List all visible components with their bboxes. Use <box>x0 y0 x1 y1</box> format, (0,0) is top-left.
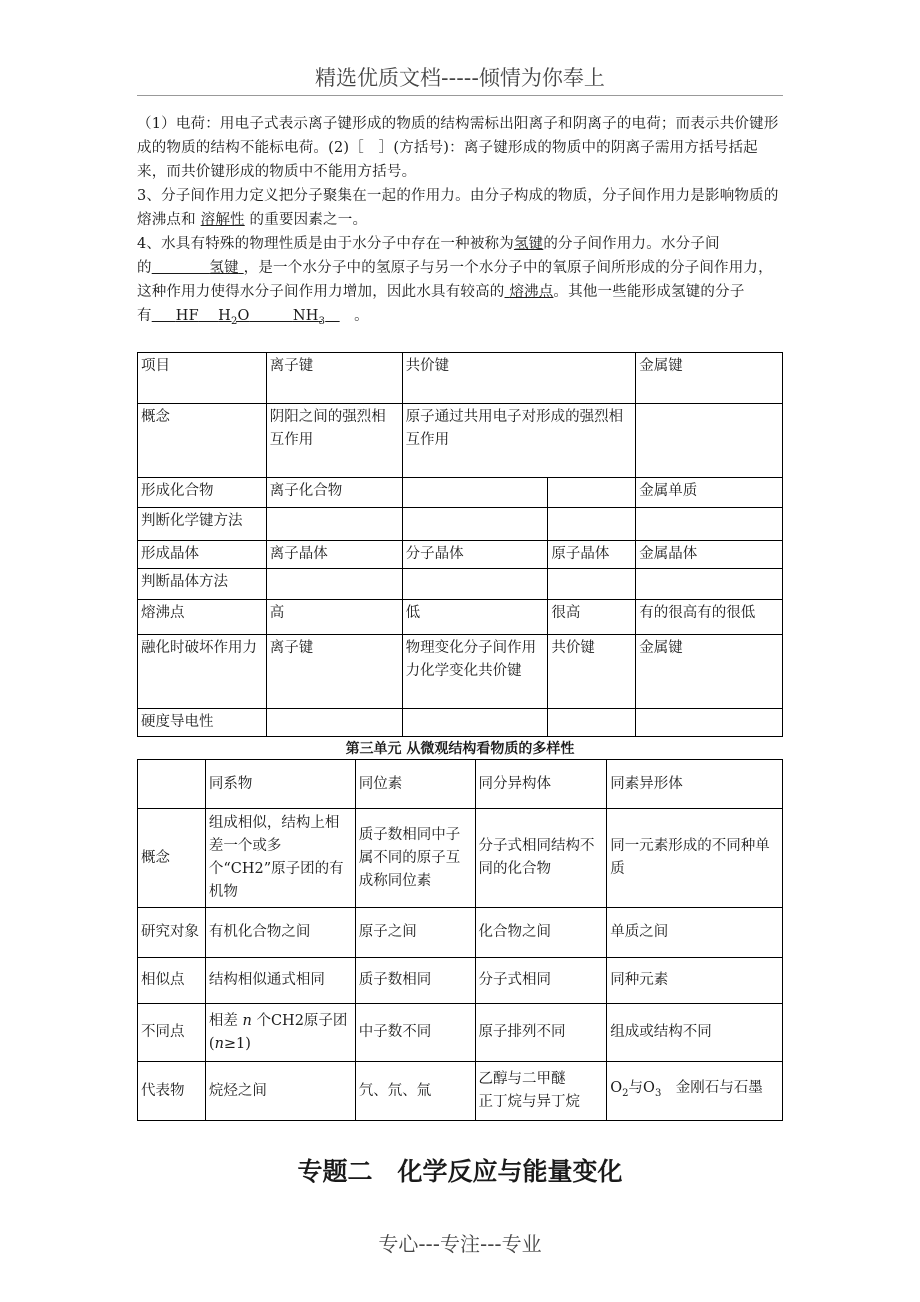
cell-header-item: 项目 <box>138 353 267 404</box>
cell-concept-covalent: 原子通过共用电子对形成的强烈相互作用 <box>402 404 636 478</box>
cell-melt-label: 融化时破坏作用力 <box>138 635 267 709</box>
cell-similar-label: 相似点 <box>138 958 206 1004</box>
cell-crystal-molecular: 分子晶体 <box>402 541 548 569</box>
cell-compound-metallic: 金属单质 <box>636 478 783 508</box>
cell-concept-homolog: 组成相似，结构上相差一个或多个“CH2”原子团的有机物 <box>205 809 355 908</box>
cell-header-covalent: 共价键 <box>402 353 636 404</box>
chemical-bond-table <box>137 352 783 737</box>
cell-diff-isotope: 中子数不同 <box>355 1004 475 1062</box>
cell-rep-label: 代表物 <box>138 1062 206 1121</box>
paragraph-intermolecular-force: 3、分子间作用力定义把分子聚集在一起的作用力。由分子构成的物质，分子间作用力是影响物质的熔沸点和 溶解性 的重要因素之一。 <box>137 188 779 228</box>
cell-concept-ionic: 阴阳之间的强烈相互作用 <box>266 404 402 478</box>
cell-melt-ionic: 离子键 <box>266 635 402 709</box>
cell-judge-bond-label: 判断化学键方法 <box>138 508 267 541</box>
cell-diff-allotrope: 组成或结构不同 <box>607 1004 783 1062</box>
cell-compound-atomic <box>548 478 636 508</box>
cell-object-label: 研究对象 <box>138 908 206 958</box>
cell-header-isomer: 同分异构体 <box>475 760 607 809</box>
cell-object-homolog: 有机化合物之间 <box>205 908 355 958</box>
answer-melting-point: 熔沸点 <box>509 284 554 300</box>
cell-crystal-metallic: 金属晶体 <box>636 541 783 569</box>
cell-diff-label: 不同点 <box>138 1004 206 1062</box>
cell-concept-allotrope: 同一元素形成的不同种单质 <box>607 809 783 908</box>
cell-mp-ionic: 高 <box>266 600 402 635</box>
answer-molecules: HF $H_2O$ $NH_3$ <box>175 308 326 327</box>
cell-rep-allotrope: $O_2$与$O_3$ 金刚石与石墨 <box>607 1062 783 1121</box>
answer-hydrogen-bond-2: 氢键 <box>209 260 239 276</box>
cell-crystal-label: 形成晶体 <box>138 541 267 569</box>
cell-judge-crystal-label: 判断晶体方法 <box>138 569 267 600</box>
cell-rep-homolog: 烷烃之间 <box>205 1062 355 1121</box>
isomer-comparison-table <box>137 759 783 1121</box>
page-header: 精选优质文档-----倾情为你奉上 <box>315 66 605 90</box>
cell-similar-homolog: 结构相似通式相同 <box>205 958 355 1004</box>
unit-caption: 第三单元 从微观结构看物质的多样性 <box>345 741 575 757</box>
cell-concept-isotope: 质子数相同中子属不同的原子互成称同位素 <box>355 809 475 908</box>
answer-solubility: 溶解性 <box>200 212 245 228</box>
cell-similar-allotrope: 同种元素 <box>607 958 783 1004</box>
topic-heading: 专题二 化学反应与能量变化 <box>297 1157 623 1186</box>
cell-compound-ionic: 离子化合物 <box>266 478 402 508</box>
cell-object-isotope: 原子之间 <box>355 908 475 958</box>
cell-header-metallic: 金属键 <box>636 353 783 404</box>
cell-header-ionic: 离子键 <box>266 353 402 404</box>
cell-compound-label: 形成化合物 <box>138 478 267 508</box>
cell-header-isotope: 同位素 <box>355 760 475 809</box>
cell-mp-metallic: 有的很高有的很低 <box>636 600 783 635</box>
paragraph-charge: （1）电荷：用电子式表示离子键形成的物质的结构需标出阳离子和阴离子的电荷；而表示共价键形成的物质的结构不能标电荷。(2)［ ］(方括号)：离子键形成的物质中的阴离子需用方括号括起来，而共价键形成的物质中不能用方括号。 <box>137 116 779 180</box>
cell-similar-isotope: 质子数相同 <box>355 958 475 1004</box>
cell-diff-isomer: 原子排列不同 <box>475 1004 607 1062</box>
cell-compound-molecular <box>402 478 548 508</box>
cell-mp-label: 熔沸点 <box>138 600 267 635</box>
cell-concept-label: 概念 <box>138 404 267 478</box>
cell-melt-atomic: 共价键 <box>548 635 636 709</box>
cell-rep-isotope: 氕、氘、氚 <box>355 1062 475 1121</box>
cell-mp-atomic: 很高 <box>548 600 636 635</box>
cell-concept-label: 概念 <box>138 809 206 908</box>
cell-rep-isomer: 乙醇与二甲醚 正丁烷与异丁烷 <box>475 1062 607 1121</box>
cell-hardness-label: 硬度导电性 <box>138 709 267 737</box>
cell-concept-isomer: 分子式相同结构不同的化合物 <box>475 809 607 908</box>
header-divider <box>137 95 783 96</box>
cell-header-homolog: 同系物 <box>205 760 355 809</box>
cell-melt-molecular: 物理变化分子间作用力化学变化共价键 <box>402 635 548 709</box>
page-footer: 专心---专注---专业 <box>378 1232 542 1256</box>
paragraph-hydrogen-bond: 4、水具有特殊的物理性质是由于水分子中存在一种被称为氢键的分子间作用力。水分子间的 氢键 ，是一个水分子中的氢原子与另一个水分子中的氧原子间所形成的分子间作用力，这种作用力使得水分子间作用力增加，因此水具有较高的 熔沸点。其他一些能形成氢键的分子有 HF $H_2O$ $NH_3$ 。 <box>137 236 773 327</box>
cell-concept-metallic <box>636 404 783 478</box>
cell-melt-metallic: 金属键 <box>636 635 783 709</box>
cell-similar-isomer: 分子式相同 <box>475 958 607 1004</box>
cell-crystal-atomic: 原子晶体 <box>548 541 636 569</box>
cell-object-allotrope: 单质之间 <box>607 908 783 958</box>
cell-object-isomer: 化合物之间 <box>475 908 607 958</box>
cell-mp-molecular: 低 <box>402 600 548 635</box>
answer-hydrogen-bond-1: 氢键 <box>513 236 544 252</box>
cell-crystal-ionic: 离子晶体 <box>266 541 402 569</box>
cell-header-allotrope: 同素异形体 <box>607 760 783 809</box>
cell-diff-homolog: 相差 n 个CH2原子团(n≥1) <box>205 1004 355 1062</box>
